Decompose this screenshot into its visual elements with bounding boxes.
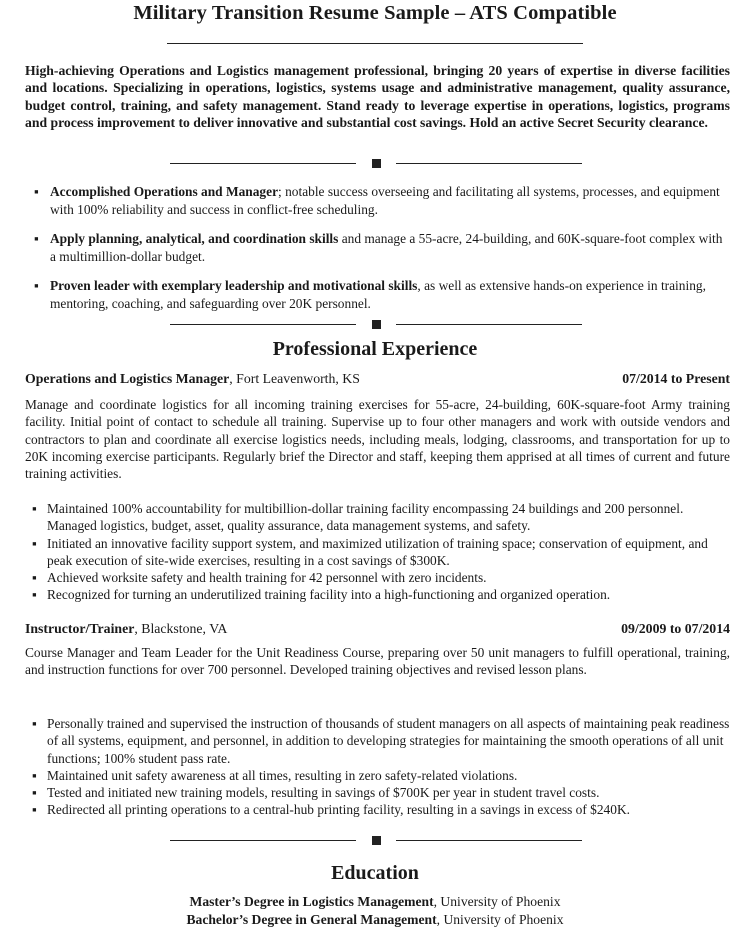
highlight-item: ▪ Proven leader with exemplary leadership and motivational skills, as well as extensive hands-on experience in training, mentoring, coaching, and safeguarding over 20K personnel. xyxy=(34,278,706,311)
education-entry xyxy=(0,894,750,910)
job-title: Instructor/Trainer xyxy=(25,621,135,636)
list-item: ▪ Maintained unit safety awareness at all times, resulting in zero safety-related violations. xyxy=(32,767,518,783)
degree-name: Bachelor’s Degree in General Management xyxy=(186,912,437,927)
title-rule xyxy=(167,43,583,44)
list-item: ▪ Redirected all printing operations to a central-hub printing facility, resulting in a savings in excess of $240K. xyxy=(32,802,630,818)
divider-square-icon xyxy=(372,320,381,329)
divider-square-icon xyxy=(372,836,381,845)
job-bullets xyxy=(28,500,730,604)
highlights-list xyxy=(28,183,728,325)
list-item: ▪ Recognized for turning an underutilized training facility into a high-functioning and organized operation. xyxy=(32,587,611,603)
list-item: ▪ Tested and initiated new training models, resulting in savings of $700K per year in student travel costs. xyxy=(32,785,600,801)
bullet-icon: ▪ xyxy=(34,278,39,294)
list-item: ▪ Personally trained and supervised the instruction of thousands of student managers on all aspects of maintaining peak readiness of all systems, equipment, and personnel, in addition to developing strategies for maintaining the smooth operations of all unit functions; 100% student pass rate. xyxy=(32,716,730,766)
bullet-icon: ▪ xyxy=(32,785,37,801)
job-dates: 09/2009 to 07/2014 xyxy=(621,621,730,636)
bullet-icon: ▪ xyxy=(34,184,39,199)
job-bullets xyxy=(28,715,730,819)
section-divider xyxy=(170,159,582,169)
job-dates: 07/2014 to Present xyxy=(622,371,730,386)
section-divider xyxy=(170,836,582,846)
highlight-item: ▪ Apply planning, analytical, and coordination skills and manage a 55-acre, 24-building, and 60K-square-foot complex with a multimillion-dollar budget. xyxy=(34,231,723,264)
bullet-icon: ▪ xyxy=(32,767,37,783)
experience-heading: Professional Experience xyxy=(272,338,478,360)
bullet-icon: ▪ xyxy=(32,587,37,603)
summary-paragraph: High-achieving Operations and Logistics management professional, bringing 20 years of expertise in diverse facilities and locations. Specializing in operations, logistics, systems usage and administrative management, quality assurance, budget control, training, and safety management. Stand ready to leverage expertise in operations, logistics, programs and process improvement to deliver innovative and substantial cost savings. Hold an active Secret Security clearance. xyxy=(25,63,730,131)
bullet-icon: ▪ xyxy=(32,535,37,551)
bullet-icon: ▪ xyxy=(32,501,37,516)
education-entry xyxy=(0,912,750,928)
resume-title: Military Transition Resume Sample – ATS Compatible xyxy=(133,2,617,24)
job-description: Manage and coordinate logistics for all incoming training exercises for 55-acre, 24-building, 60K-square-foot Army training facility. Initial point of contact to schedule all training. Supervise up to four other managers and work with outside vendors and contractors to plan and coordinate all exercise logistics needs, including meals, lodging, classrooms, and transportation for up to 20K incoming exercise participants. Regularly brief the Director and staff, keeping them apprised at all times of current and future training activities. xyxy=(25,397,730,482)
section-divider xyxy=(170,320,582,330)
bullet-icon: ▪ xyxy=(32,570,37,586)
job-location: , Blackstone, VA xyxy=(134,621,228,636)
job-title: Operations and Logistics Manager xyxy=(25,371,230,386)
bullet-icon: ▪ xyxy=(32,802,37,818)
bullet-icon: ▪ xyxy=(32,716,37,731)
education-heading: Education xyxy=(331,862,419,884)
list-item: ▪ Maintained 100% accountability for multibillion-dollar training facility encompassing 24 buildings and 200 personnel. Managed logistics, budget, asset, quality assurance, data management systems, and safety. xyxy=(32,501,684,534)
bullet-icon: ▪ xyxy=(34,231,39,247)
list-item: ▪ Initiated an innovative facility support system, and maximized utilization of training space; conservation of equipment, and peak execution of site-wide exercises, resulting in a cost savings of $300K. xyxy=(32,535,708,568)
divider-square-icon xyxy=(372,159,381,168)
list-item: ▪ Achieved worksite safety and health training for 42 personnel with zero incidents. xyxy=(32,570,487,586)
job-description: Course Manager and Team Leader for the Unit Readiness Course, preparing over 50 unit managers to fulfill operational, training, and instruction functions for over 700 personnel. Developed training objectives and revised lesson plans. xyxy=(25,645,730,678)
school-name: , University of Phoenix xyxy=(436,912,564,927)
job-location: , Fort Leavenworth, KS xyxy=(229,371,360,386)
job-header xyxy=(25,371,730,389)
highlight-item: ▪ Accomplished Operations and Manager; notable success overseeing and facilitating all systems, processes, and equipment with 100% reliability and success in conflict-free scheduling. xyxy=(34,184,720,217)
degree-name: Master’s Degree in Logistics Management xyxy=(189,894,434,909)
job-header xyxy=(25,621,730,639)
school-name: , University of Phoenix xyxy=(433,894,561,909)
